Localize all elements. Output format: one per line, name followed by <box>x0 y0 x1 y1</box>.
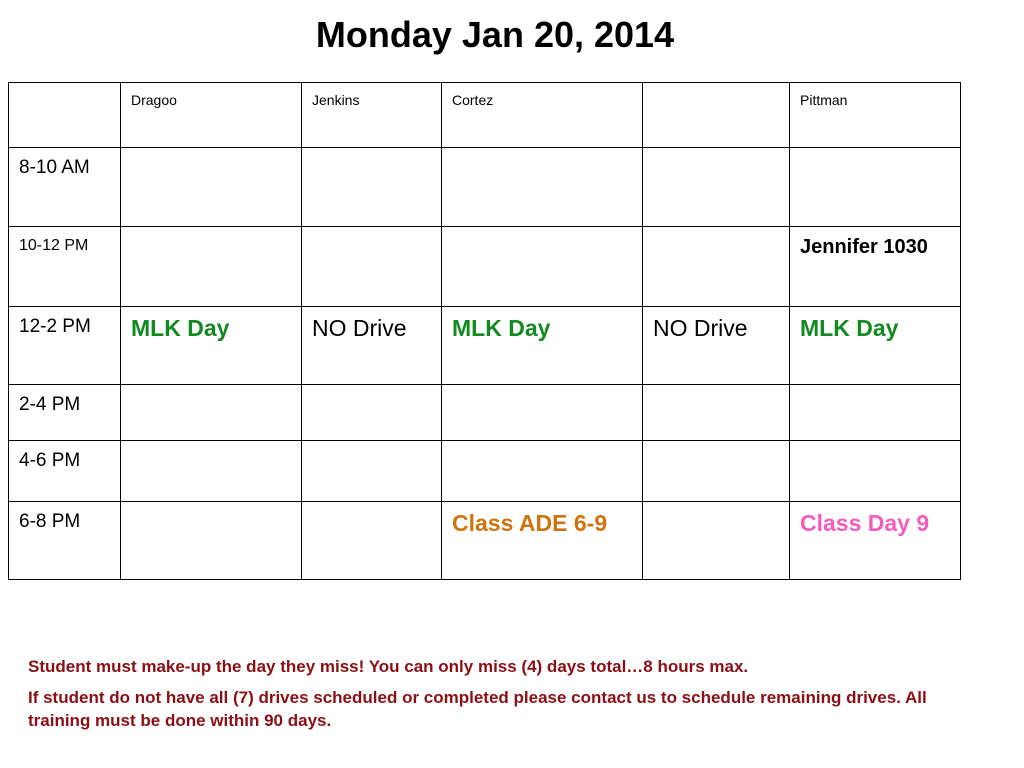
cell-text <box>653 148 789 156</box>
schedule-cell <box>442 307 643 385</box>
table-row <box>9 307 961 385</box>
table-row <box>9 385 961 441</box>
schedule-cell <box>643 227 790 307</box>
cell-text <box>131 441 301 449</box>
cell-text <box>312 502 441 510</box>
schedule-cell <box>643 441 790 502</box>
table-row <box>9 502 961 580</box>
cell-text <box>131 148 301 156</box>
cell-text <box>312 385 441 393</box>
schedule-cell <box>302 227 442 307</box>
schedule-cell <box>121 307 302 385</box>
class-ade-label: Class ADE 6-9 <box>452 510 608 536</box>
mlk-day-label: MLK Day <box>131 315 230 341</box>
cell-text <box>653 441 789 449</box>
time-cell <box>9 227 121 307</box>
schedule-cell <box>302 502 442 580</box>
header-cell-time <box>9 83 121 148</box>
cell-text <box>312 227 441 235</box>
schedule-cell <box>442 385 643 441</box>
cell-text <box>131 385 301 393</box>
header-cell-jenkins: Jenkins <box>302 83 442 148</box>
time-cell <box>9 307 121 385</box>
time-label: 6-8 PM <box>19 511 81 532</box>
appointment-jennifer: Jennifer 1030 <box>800 236 928 258</box>
mlk-day-label: MLK Day <box>800 315 899 341</box>
schedule-cell <box>302 148 442 227</box>
cell-text <box>653 502 789 510</box>
cell-text <box>131 502 301 510</box>
time-cell <box>9 385 121 441</box>
time-label: 4-6 PM <box>19 450 81 471</box>
schedule-table <box>8 82 961 580</box>
time-cell <box>9 441 121 502</box>
schedule-cell <box>790 227 961 307</box>
cell-text <box>312 441 441 449</box>
table-row <box>9 441 961 502</box>
cell-text <box>452 385 642 393</box>
time-label: 2-4 PM <box>19 394 81 415</box>
schedule-cell <box>442 227 643 307</box>
time-label: 10-12 PM <box>19 237 89 254</box>
cell-text <box>312 148 441 156</box>
schedule-cell <box>643 385 790 441</box>
cell-text <box>452 148 642 156</box>
schedule-cell <box>790 385 961 441</box>
cell-text <box>653 227 789 235</box>
table-row <box>9 227 961 307</box>
page-title: Monday Jan 20, 2014 <box>315 14 675 55</box>
makeup-note: Student must make-up the day they miss! You can only miss (4) days total…8 hours max. <box>28 657 749 676</box>
cell-text <box>800 148 960 156</box>
schedule-cell <box>442 502 643 580</box>
schedule-cell <box>643 502 790 580</box>
schedule-cell <box>643 148 790 227</box>
schedule-cell <box>442 148 643 227</box>
cell-text <box>800 441 960 449</box>
time-label: 12-2 PM <box>19 316 91 337</box>
schedule-cell <box>121 441 302 502</box>
schedule-cell <box>121 148 302 227</box>
schedule-cell <box>643 307 790 385</box>
schedule-cell <box>790 441 961 502</box>
schedule-cell <box>121 227 302 307</box>
header-row <box>9 83 961 148</box>
time-cell <box>9 148 121 227</box>
schedule-cell <box>302 441 442 502</box>
schedule-cell <box>121 502 302 580</box>
cell-text <box>653 385 789 393</box>
cell-text <box>452 441 642 449</box>
schedule-cell <box>790 502 961 580</box>
schedule-cell <box>302 385 442 441</box>
schedule-cell <box>790 148 961 227</box>
time-cell <box>9 502 121 580</box>
schedule-cell <box>442 441 643 502</box>
header-cell-blank <box>643 83 790 148</box>
schedule-cell <box>790 307 961 385</box>
header-cell-pittman: Pittman <box>790 83 961 148</box>
class-day-label: Class Day 9 <box>800 510 930 536</box>
drives-note: If student do not have all (7) drives scheduled or completed please contact us to schedule remaining drives. All training must be done within 90 days. <box>28 688 927 730</box>
schedule-cell <box>121 385 302 441</box>
table-row <box>9 148 961 227</box>
cell-text <box>131 227 301 235</box>
header-cell-dragoo: Dragoo <box>121 83 302 148</box>
no-drive-label: NO Drive <box>653 315 748 341</box>
no-drive-label: NO Drive <box>312 315 407 341</box>
mlk-day-label: MLK Day <box>452 315 551 341</box>
schedule-cell <box>302 307 442 385</box>
header-cell-cortez: Cortez <box>442 83 643 148</box>
notes-section <box>28 655 988 740</box>
cell-text <box>800 385 960 393</box>
time-label: 8-10 AM <box>19 157 90 178</box>
cell-text <box>452 227 642 235</box>
